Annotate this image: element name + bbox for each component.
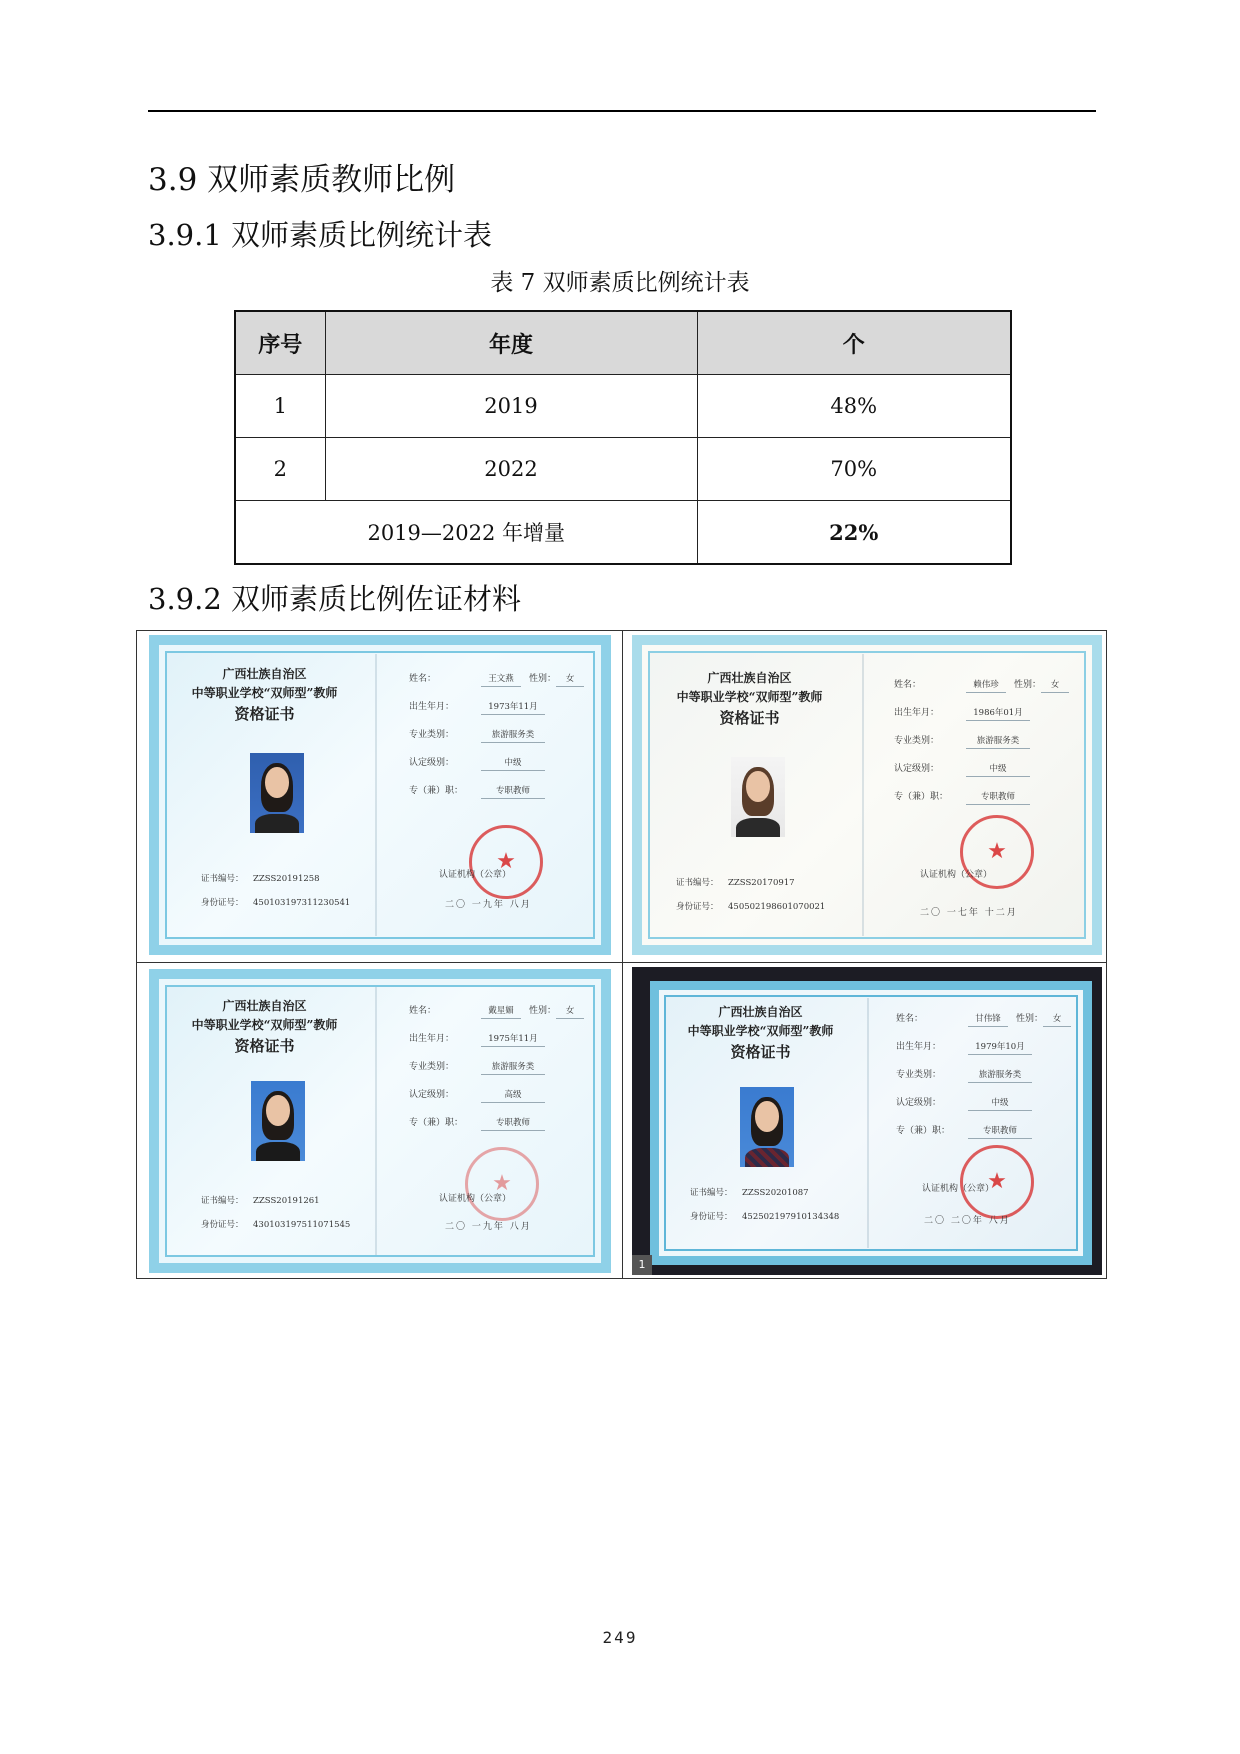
certificate-fields: 姓名： 王文燕 性别： 女 出生年月： 1973年11月 专业类别： 旅游服务类 认定级别： 中级 专（兼）职： 专职教师 (409, 665, 584, 805)
issue-date: 二〇 一九年 八月 (445, 900, 532, 910)
cell-year: 2022 (325, 438, 697, 501)
table-row (235, 438, 1011, 501)
table-header-row (235, 311, 1011, 375)
section-heading: 3.9 双师素质教师比例 (148, 162, 456, 198)
official-seal: ★ (960, 815, 1034, 889)
certificate-fields: 姓名： 戴星媚 性别： 女 出生年月： 1975年11月 专业类别： 旅游服务类 认定级别： 高级 专（兼）职： 专职教师 (409, 997, 584, 1137)
certificate-title: 广西壮族自治区 中等职业学校“双师型”教师 资格证书 (676, 671, 823, 727)
certificate-title: 广西壮族自治区 中等职业学校“双师型”教师 资格证书 (687, 1005, 834, 1061)
issue-date: 二〇 二〇年 八月 (924, 1216, 1011, 1226)
column-header-seq: 序号 (235, 311, 325, 375)
ratio-table (234, 310, 1012, 565)
subsection-heading-table: 3.9.1 双师素质比例统计表 (148, 218, 493, 252)
table-row (235, 375, 1011, 438)
cell-value: 70% (697, 438, 1011, 501)
certificate-title: 广西壮族自治区 中等职业学校“双师型”教师 资格证书 (191, 999, 338, 1055)
column-header-value: 个 (697, 311, 1011, 375)
certificate-ids: 证书编号： ZZSS20191261 身份证号： 430103197511071545 (201, 1196, 351, 1230)
certificate-image (149, 635, 611, 955)
certificate-fields: 姓名： 赖伟珍 性别： 女 出生年月： 1986年01月 专业类别： 旅游服务类 认定级别： 中级 专（兼）职： 专职教师 (894, 671, 1069, 811)
grid-divider-vertical (622, 631, 623, 1278)
subsection-heading-evidence: 3.9.2 双师素质比例佐证材料 (148, 582, 522, 616)
certificate-ids: 证书编号： ZZSS20170917 身份证号： 450502198601070021 (676, 878, 826, 912)
authority-label: 认证机构（公章） (439, 870, 512, 880)
certificate-title: 广西壮族自治区 中等职业学校“双师型”教师 资格证书 (191, 667, 338, 723)
id-photo (250, 753, 304, 833)
issue-date: 二〇 一九年 八月 (445, 1222, 532, 1232)
table-caption: 表 7 双师素质比例统计表 (490, 270, 750, 296)
certificate-grid (136, 630, 1107, 1279)
cell-seq: 2 (235, 438, 325, 501)
header-rule (148, 110, 1096, 112)
certificate-ids: 证书编号： ZZSS20201087 身份证号： 452502197910134348 (690, 1188, 840, 1222)
certificate-image (149, 969, 611, 1273)
certificate-ids: 证书编号： ZZSS20191258 身份证号： 450103197311230541 (201, 874, 351, 908)
table-total-row (235, 501, 1011, 565)
official-seal: ★ (465, 1147, 539, 1221)
official-seal: ★ (960, 1145, 1034, 1219)
cell-total-label: 2019—2022 年增量 (235, 501, 697, 565)
id-photo (740, 1087, 794, 1167)
certificate-image (632, 967, 1102, 1275)
certificate-image (632, 635, 1102, 955)
authority-label: 认证机构（公章） (439, 1194, 512, 1204)
cell-total-value: 22% (697, 501, 1011, 565)
cell-seq: 1 (235, 375, 325, 438)
page-number: 249 (602, 1628, 638, 1647)
official-seal: ★ (469, 825, 543, 899)
cell-value: 48% (697, 375, 1011, 438)
id-photo (251, 1081, 305, 1161)
issue-date: 二〇 一七年 十二月 (920, 908, 1018, 918)
id-photo (731, 757, 785, 837)
authority-label: 认证机构（公章） (922, 1184, 995, 1194)
column-header-year: 年度 (325, 311, 697, 375)
authority-label: 认证机构（公章） (920, 870, 993, 880)
corner-badge: 1 (632, 1255, 652, 1275)
certificate-fields: 姓名： 甘伟锋 性别： 女 出生年月： 1979年10月 专业类别： 旅游服务类 认定级别： 中级 专（兼）职： 专职教师 (896, 1005, 1071, 1145)
grid-divider-horizontal (137, 962, 1106, 963)
cell-year: 2019 (325, 375, 697, 438)
